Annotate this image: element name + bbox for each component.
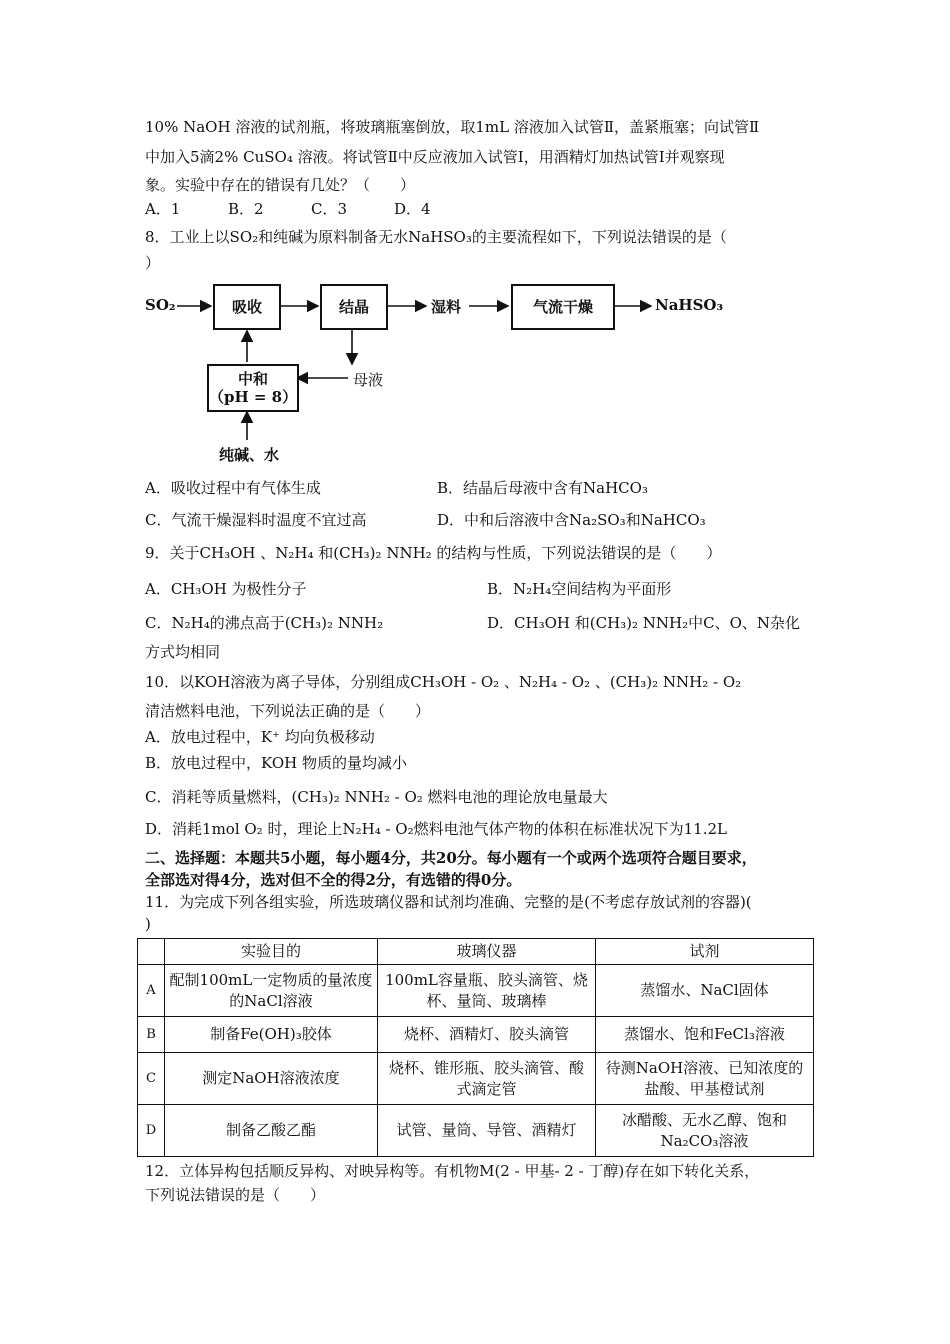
table-cell-purpose: 制备乙酸乙酯 [164,1105,377,1157]
q9-option-b: B．N₂H₄空间结构为平面形 [487,580,672,598]
table-row-label: D [138,1105,165,1157]
table-cell-purpose: 配制100mL一定物质的量浓度的NaCl溶液 [164,965,377,1017]
q10-line-1: 10．以KOH溶液为离子导体，分别组成CH₃OH - O₂ 、N₂H₄ - O₂ 、(CH₃)₂ NNH₂ - O₂ [145,673,742,691]
table-row-label: A [138,965,165,1017]
table-row [138,1017,814,1053]
table-cell-reagent: 冰醋酸、无水乙醇、饱和Na₂CO₃溶液 [595,1105,813,1157]
q11-line-1: 11．为完成下列各组实验，所选玻璃仪器和试剂均准确、完整的是(不考虑存放试剂的容器)( [145,893,752,911]
q12-line-2: 下列说法错误的是（ ） [145,1186,326,1204]
q9-option-d: D．CH₃OH 和(CH₃)₂ NNH₂中C、O、N杂化 [487,614,801,632]
q8-option-a: A．吸收过程中有气体生成 [145,479,321,497]
section2-line-1: 二、选择题：本题共5小题，每小题4分，共20分。每小题有一个或两个选项符合题目要求， [145,849,757,867]
flow-neutral-label: 中和 [237,370,268,388]
flow-mother-label: 母液 [353,371,384,389]
q9-stem: 9．关于CH₃OH 、N₂H₄ 和(CH₃)₂ NNH₂ 的结构与性质，下列说法错误的是（ ） [145,544,722,562]
table-row-label: B [138,1017,165,1053]
table-row-label: C [138,1053,165,1105]
table-cell-purpose: 制备Fe(OH)₃胶体 [164,1017,377,1053]
flow-absorb-label: 吸收 [231,298,262,316]
q10-line-2: 清洁燃料电池，下列说法正确的是（ ） [145,702,431,720]
table-header-purpose: 实验目的 [164,939,377,965]
process-flow-diagram [143,278,743,468]
table-header-blank [138,939,165,965]
flow-so2-label: SO₂ [145,296,176,314]
q8-option-b: B．结晶后母液中含有NaHCO₃ [437,479,648,497]
flow-dry-label: 气流干燥 [532,298,593,316]
section2-line-2: 全部选对得4分，选对但不全的得2分，有选错的得0分。 [145,871,522,889]
q7-option-a: A．1 [145,200,181,218]
q9-option-a: A．CH₃OH 为极性分子 [145,580,307,598]
table-row [138,965,814,1017]
flow-crystal-label: 结晶 [338,298,369,316]
q7-line-3: 象。实验中存在的错误有几处？（ ） [145,176,416,194]
q11-line-2: ) [145,915,151,933]
q8-line-2: ） [145,254,161,272]
q12-line-1: 12．立体异构包括顺反异构、对映异构等。有机物M(2 - 甲基- 2 - 丁醇)存在如下转化关系， [145,1162,760,1180]
q7-option-c: C．3 [311,200,348,218]
table-cell-reagent: 蒸馏水、饱和FeCl₃溶液 [595,1017,813,1053]
table-cell-glass: 100mL容量瓶、胶头滴管、烧杯、量筒、玻璃棒 [378,965,596,1017]
q10-option-a: A．放电过程中，K⁺ 均向负极移动 [145,728,375,746]
table-cell-reagent: 待测NaOH溶液、已知浓度的盐酸、甲基橙试剂 [595,1053,813,1105]
flow-crystal-box [320,284,388,330]
table-row [138,1105,814,1157]
q8-option-c: C．气流干燥湿料时温度不宜过高 [145,511,367,529]
table-cell-glass: 试管、量筒、导管、酒精灯 [378,1105,596,1157]
table-header-row [138,939,814,965]
table-cell-reagent: 蒸馏水、NaCl固体 [595,965,813,1017]
flow-wet-label: 湿料 [431,298,462,316]
q10-option-b: B．放电过程中，KOH 物质的量均减小 [145,754,407,772]
flow-feed-label: 纯碱、水 [219,446,280,464]
table-cell-purpose: 测定NaOH溶液浓度 [164,1053,377,1105]
table-row [138,1053,814,1105]
table-header-glass: 玻璃仪器 [378,939,596,965]
flow-neutral-ph: （pH = 8） [209,388,298,406]
q10-option-c: C．消耗等质量燃料，(CH₃)₂ NNH₂ - O₂ 燃料电池的理论放电量最大 [145,788,608,806]
q7-option-d: D．4 [394,200,431,218]
q7-option-b: B．2 [228,200,264,218]
q7-line-1: 10% NaOH 溶液的试剂瓶，将玻璃瓶塞倒放，取1mL 溶液加入试管Ⅱ，盖紧瓶塞；向试管Ⅱ [145,118,760,136]
flow-product-label: NaHSO₃ [655,296,724,314]
flow-dry-box [511,284,615,330]
experiment-table [137,938,814,1157]
flow-absorb-box [213,284,281,330]
q7-line-2: 中加入5滴2% CuSO₄ 溶液。将试管Ⅱ中反应液加入试管Ⅰ，用酒精灯加热试管Ⅰ并观察现 [145,148,725,166]
q10-option-d: D．消耗1mol O₂ 时，理论上N₂H₄ - O₂燃料电池气体产物的体积在标准状况下为11.2L [145,820,727,838]
q9-option-d-cont: 方式均相同 [145,643,221,661]
table-header-reagent: 试剂 [595,939,813,965]
table-cell-glass: 烧杯、酒精灯、胶头滴管 [378,1017,596,1053]
q8-option-d: D．中和后溶液中含Na₂SO₃和NaHCO₃ [437,511,706,529]
table-cell-glass: 烧杯、锥形瓶、胶头滴管、酸式滴定管 [378,1053,596,1105]
flow-neutral-box [207,364,299,412]
q9-option-c: C．N₂H₄的沸点高于(CH₃)₂ NNH₂ [145,614,384,632]
q8-line-1: 8．工业上以SO₂和纯碱为原料制备无水NaHSO₃的主要流程如下，下列说法错误的是（ [145,228,727,246]
